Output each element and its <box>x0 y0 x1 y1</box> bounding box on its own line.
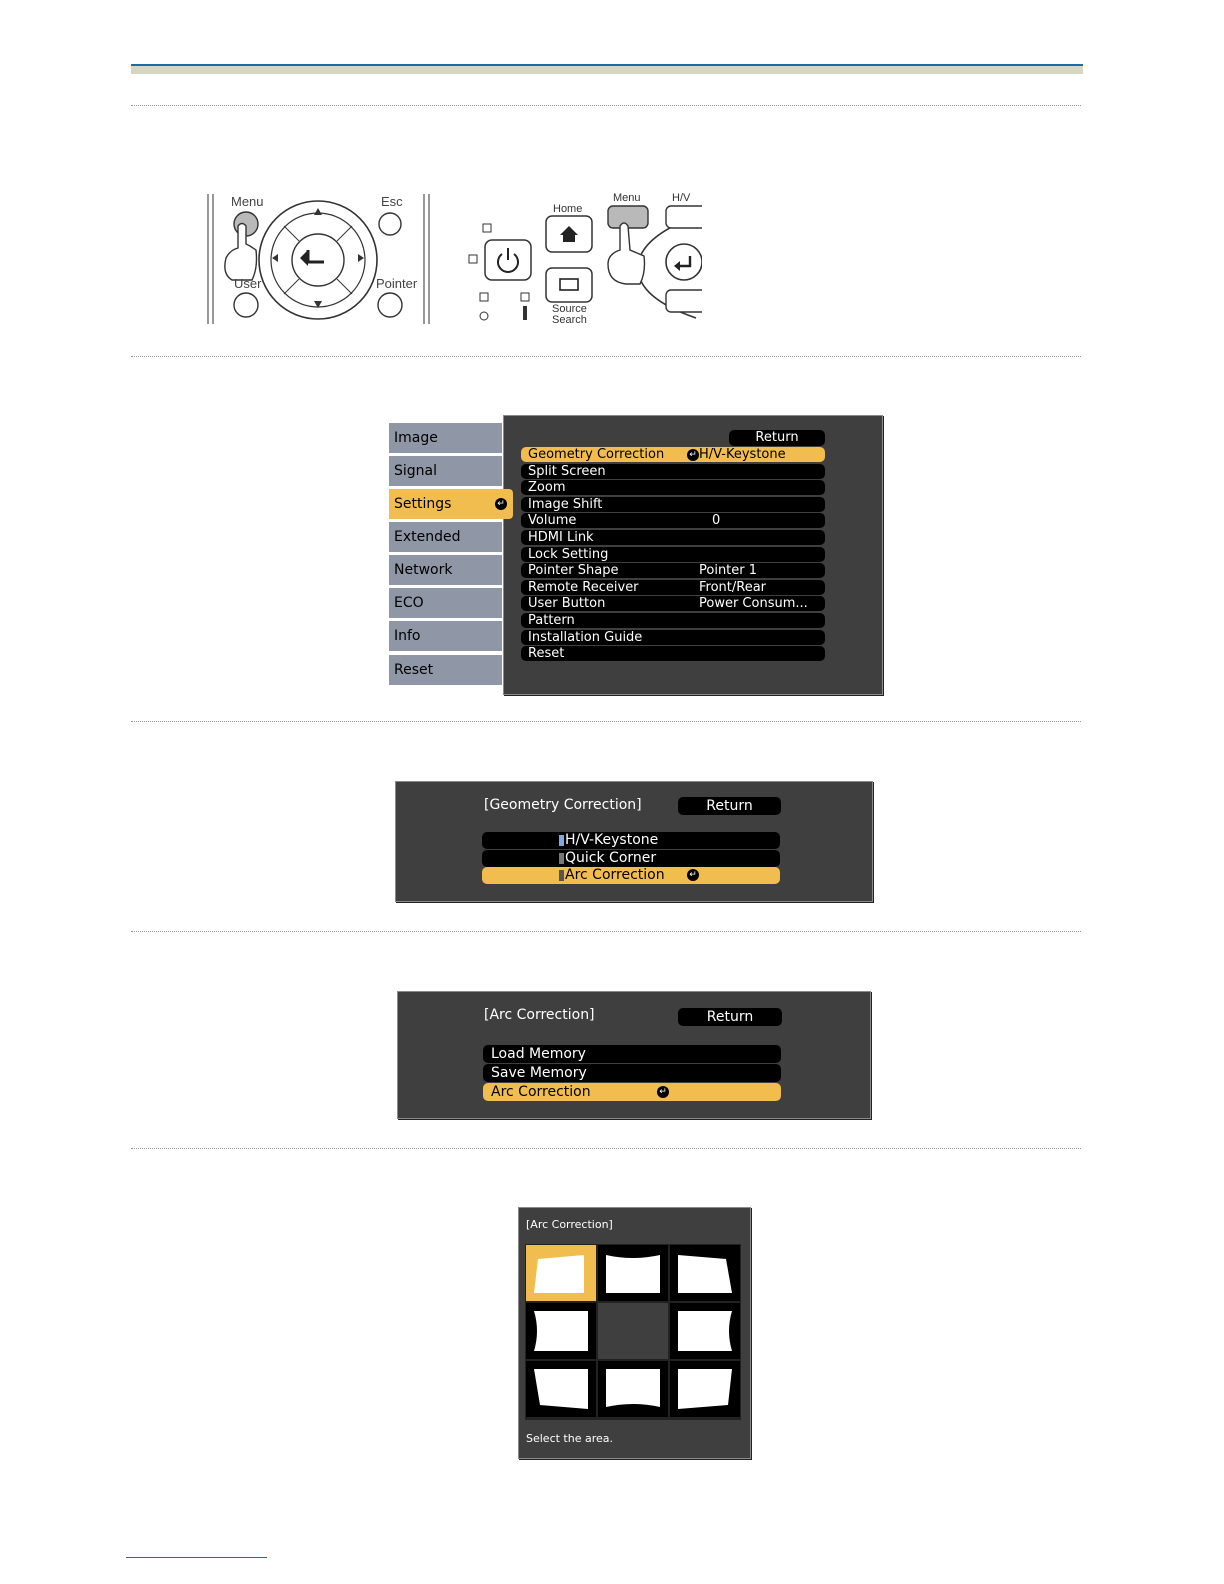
remote-menu-label: Menu <box>231 194 264 209</box>
shape-icon <box>598 1361 668 1417</box>
settings-item-installation-guide[interactable] <box>521 630 825 645</box>
settings-item-image-shift[interactable] <box>521 497 825 512</box>
settings-item-split-screen[interactable] <box>521 464 825 479</box>
settings-item-value: Front/Rear <box>699 579 767 595</box>
geometry-option-quick-corner[interactable] <box>482 850 780 867</box>
option-label: H/V-Keystone <box>565 832 659 848</box>
settings-item-label: Lock Setting <box>528 546 609 562</box>
settings-item-value: H/V-Keystone <box>699 447 786 462</box>
tab-signal[interactable]: Signal <box>389 456 502 486</box>
settings-item-lock-setting[interactable] <box>521 547 825 562</box>
enter-icon: ↵ <box>495 498 507 510</box>
step-separator <box>131 931 1081 932</box>
settings-item-zoom[interactable] <box>521 480 825 495</box>
settings-item-value: Power Consum... <box>699 596 808 612</box>
tab-network[interactable]: Network <box>389 555 502 585</box>
step-separator <box>131 356 1081 357</box>
area-top-left[interactable] <box>526 1245 596 1301</box>
shape-icon <box>670 1245 740 1301</box>
remote-pointer-label: Pointer <box>376 276 418 291</box>
shape-icon <box>598 1245 668 1301</box>
arc-area-hint: Select the area. <box>526 1432 614 1445</box>
shape-icon <box>526 1245 596 1301</box>
geometry-return-button[interactable]: Return <box>678 797 781 815</box>
settings-item-volume[interactable] <box>521 513 825 528</box>
tab-eco[interactable]: ECO <box>389 588 502 618</box>
settings-item-label: Geometry Correction <box>528 447 665 462</box>
option-label: Arc Correction <box>491 1084 591 1100</box>
settings-item-pointer-shape[interactable] <box>521 563 825 578</box>
area-top-center[interactable] <box>598 1245 668 1301</box>
enter-icon: ↵ <box>657 1086 669 1098</box>
arc-option-save-memory[interactable]: Save Memory <box>483 1064 781 1082</box>
settings-item-label: Zoom <box>528 480 566 496</box>
shape-icon <box>670 1361 740 1417</box>
panel-search-label: Search <box>552 314 587 326</box>
geometry-option-hv-keystone[interactable] <box>482 832 780 849</box>
option-label: Arc Correction <box>565 867 665 883</box>
option-marker-icon <box>559 870 564 881</box>
settings-item-label: Remote Receiver <box>528 579 639 595</box>
arc-menu-title: [Arc Correction] <box>484 1007 595 1023</box>
settings-item-remote-receiver[interactable] <box>521 580 825 595</box>
remote-control-diagram <box>200 188 440 330</box>
tab-settings-label: Settings <box>394 496 452 512</box>
panel-menu-label: Menu <box>613 192 641 204</box>
enter-icon: ↵ <box>687 449 699 461</box>
settings-item-pattern[interactable] <box>521 613 825 628</box>
tab-image[interactable]: Image <box>389 423 502 453</box>
area-bottom-left[interactable] <box>526 1361 596 1417</box>
tab-info[interactable]: Info <box>389 621 502 651</box>
panel-source-label: Source <box>552 303 587 315</box>
option-marker-icon <box>559 853 564 864</box>
settings-item-value: 0 <box>712 513 721 529</box>
geometry-menu-title: [Geometry Correction] <box>484 797 642 813</box>
settings-item-label: Image Shift <box>528 496 603 512</box>
settings-item-label: User Button <box>528 596 606 612</box>
tab-extended[interactable]: Extended <box>389 522 502 552</box>
arc-return-button[interactable]: Return <box>678 1008 782 1026</box>
panel-home-label: Home <box>553 203 583 215</box>
shape-icon <box>526 1361 596 1417</box>
footer-link-underline <box>126 1557 267 1558</box>
enter-icon: ↵ <box>687 869 699 881</box>
step-separator <box>131 1148 1081 1149</box>
area-top-right[interactable] <box>670 1245 740 1301</box>
settings-item-label: HDMI Link <box>528 530 594 545</box>
settings-item-geometry-correction[interactable] <box>521 447 825 462</box>
area-center-empty <box>598 1303 668 1359</box>
option-label: Quick Corner <box>565 850 657 866</box>
settings-item-reset[interactable] <box>521 646 825 661</box>
settings-item-value: Pointer 1 <box>699 563 758 579</box>
area-bottom-center[interactable] <box>598 1361 668 1417</box>
settings-item-label: Volume <box>528 513 577 529</box>
tab-settings[interactable] <box>389 489 513 519</box>
shape-icon <box>526 1303 596 1359</box>
return-button[interactable]: Return <box>729 430 825 446</box>
area-bottom-right[interactable] <box>670 1361 740 1417</box>
tab-reset[interactable]: Reset <box>389 655 502 685</box>
settings-item-label: Installation Guide <box>528 629 643 645</box>
step-separator <box>131 721 1081 722</box>
remote-user-label: User <box>234 276 262 291</box>
shape-icon <box>670 1303 740 1359</box>
step-separator <box>131 105 1081 106</box>
settings-item-hdmi-link[interactable] <box>521 530 825 545</box>
geometry-option-arc-correction[interactable] <box>482 867 780 884</box>
settings-item-label: Split Screen <box>528 463 606 479</box>
remote-esc-label: Esc <box>381 194 403 209</box>
header-rule <box>131 64 1083 74</box>
settings-item-user-button[interactable] <box>521 596 825 611</box>
arc-area-title: [Arc Correction] <box>526 1218 613 1231</box>
area-middle-left[interactable] <box>526 1303 596 1359</box>
panel-hv-label: H/V <box>672 192 691 204</box>
settings-item-label: Reset <box>528 646 565 662</box>
arc-option-arc-correction[interactable] <box>483 1083 781 1101</box>
settings-item-label: Pattern <box>528 613 575 628</box>
option-marker-icon <box>559 835 564 846</box>
area-middle-right[interactable] <box>670 1303 740 1359</box>
arc-option-load-memory[interactable]: Load Memory <box>483 1045 781 1063</box>
settings-item-label: Pointer Shape <box>528 563 619 579</box>
